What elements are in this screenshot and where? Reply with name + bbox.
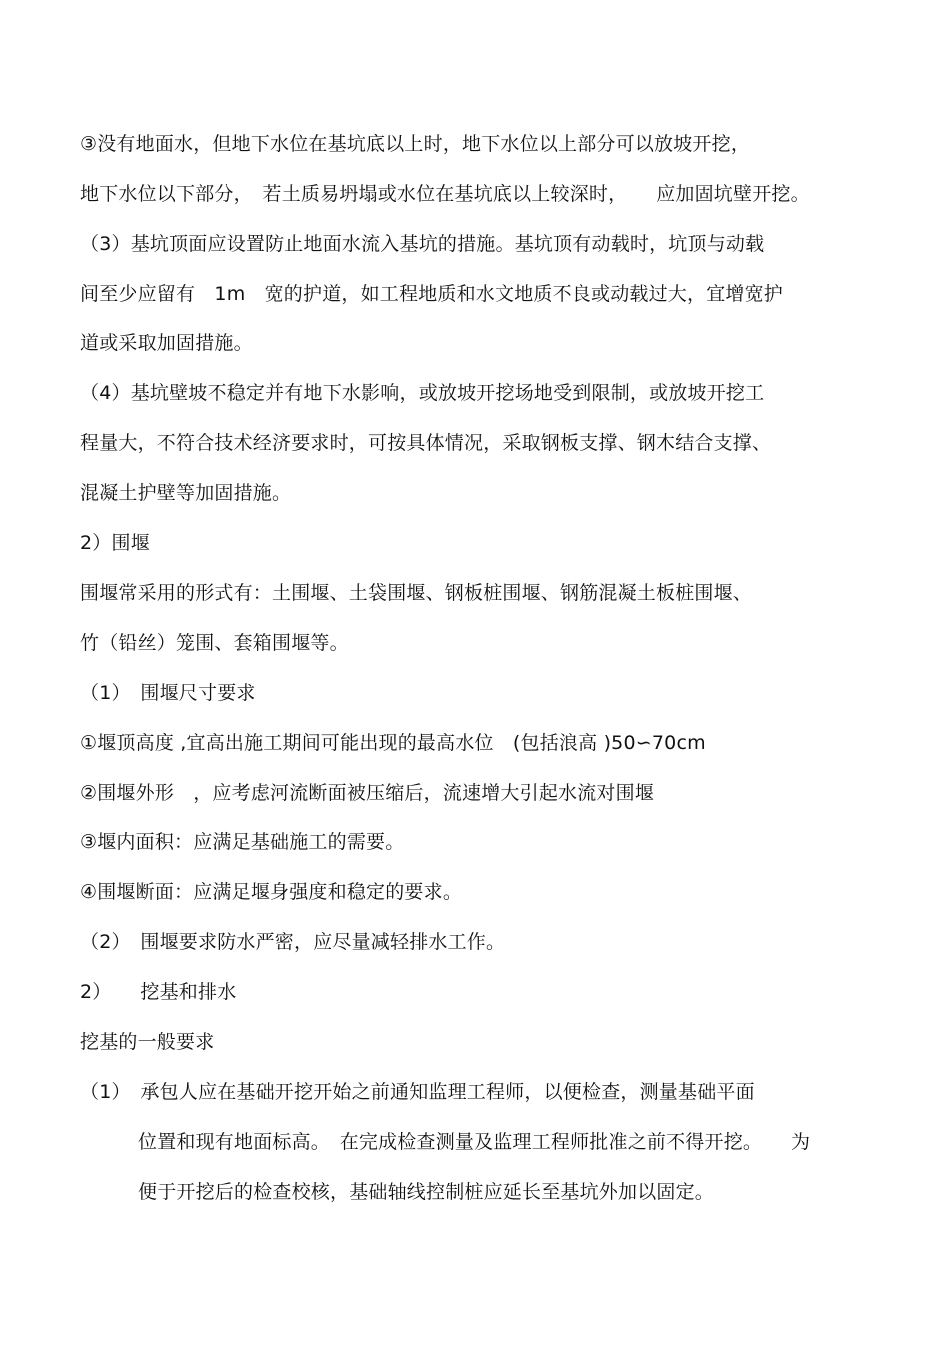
paragraph-line: 程量大，不符合技术经济要求时，可按具体情况，采取钢板支撑、钢木结合支撑、 [80, 432, 772, 454]
paragraph-line: 地下水位以下部分， 若土质易坍塌或水位在基坑底以上较深时， 应加固坑壁开挖。 [80, 183, 810, 205]
section-heading: 2） 挖基和排水 [80, 981, 237, 1003]
paragraph-line: 竹（铅丝）笼围、套箱围堰等。 [80, 632, 349, 654]
paragraph-line: 位置和现有地面标高。 在完成检查测量及监理工程师批准之前不得开挖。 为 [138, 1131, 811, 1153]
paragraph-line: 围堰常采用的形式有：土围堰、土袋围堰、钢板桩围堰、钢筋混凝土板桩围堰、 [80, 582, 753, 604]
paragraph-line: ③没有地面水，但地下水位在基坑底以上时，地下水位以上部分可以放坡开挖， [80, 133, 751, 155]
paragraph-line: 间至少应留有 1m 宽的护道，如工程地质和水文地质不良或动载过大，宜增宽护 [80, 283, 783, 305]
paragraph-line: （2） 围堰要求防水严密，应尽量减轻排水工作。 [80, 931, 506, 953]
list-item: ④围堰断面：应满足堰身强度和稳定的要求。 [80, 881, 463, 903]
section-heading: 2）围堰 [80, 532, 150, 554]
subsection-heading: （1） 围堰尺寸要求 [80, 682, 256, 704]
list-item: ①堰顶高度 ,宜高出施工期间可能出现的最高水位 (包括浪高 )50∽70cm [80, 732, 706, 754]
paragraph-line: 混凝土护壁等加固措施。 [80, 482, 292, 504]
paragraph-line: 道或采取加固措施。 [80, 332, 253, 354]
list-item: ③堰内面积：应满足基础施工的需要。 [80, 831, 405, 853]
paragraph-line: （3）基坑顶面应设置防止地面水流入基坑的措施。基坑顶有动载时，坑顶与动载 [80, 233, 765, 255]
subsection-heading: 挖基的一般要求 [80, 1031, 215, 1053]
list-item: ②围堰外形 ，应考虑河流断面被压缩后，流速增大引起水流对围堰 [80, 782, 655, 804]
paragraph-line: 便于开挖后的检查校核，基础轴线控制桩应延长至基坑外加以固定。 [138, 1181, 715, 1203]
paragraph-line: （4）基坑壁坡不稳定并有地下水影响，或放坡开挖场地受到限制，或放坡开挖工 [80, 382, 765, 404]
paragraph-line: （1） 承包人应在基础开挖开始之前通知监理工程师，以便检查，测量基础平面 [80, 1081, 755, 1103]
